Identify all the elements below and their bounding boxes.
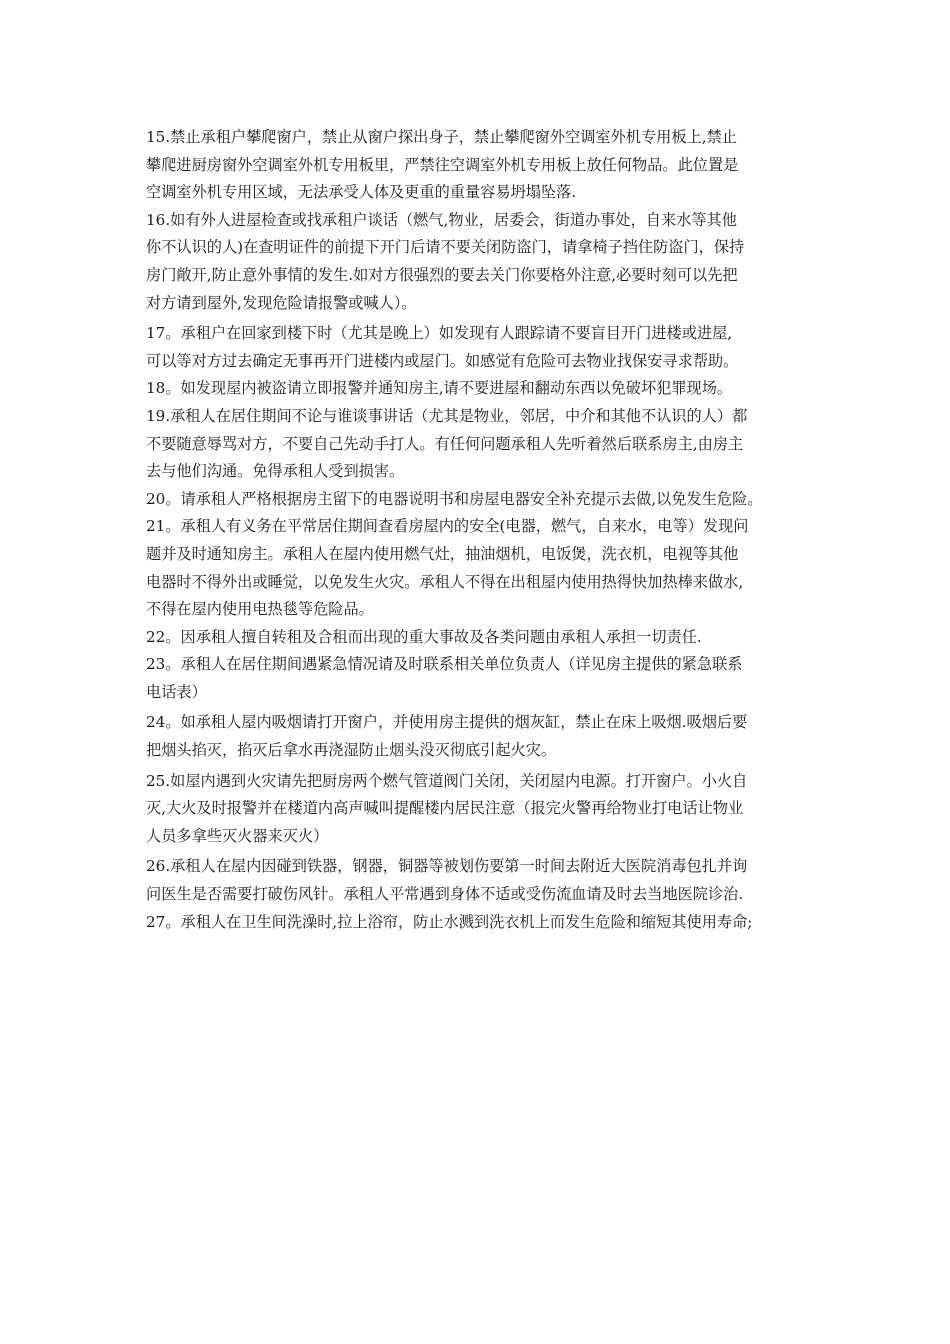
document-body xyxy=(146,124,830,936)
text-line: 25.如屋内遇到火灾请先把厨房两个燃气管道阀门关闭，关闭屋内电源。打开窗户。小火自 xyxy=(146,771,748,790)
text-line: 18。如发现屋内被盗请立即报警并通知房主,请不要进屋和翻动东西以免破坏犯罪现场。 xyxy=(146,379,733,398)
text-line: 22。因承租人擅自转租及合租而出现的重大事故及各类问题由承租人承担一切责任. xyxy=(146,627,702,646)
text-line: 把烟头掐灭，掐灭后拿水再浇湿防止烟头没灭彻底引起火灾。 xyxy=(146,741,557,760)
text-line: 对方请到屋外,发现危险请报警或喊人）。 xyxy=(146,293,417,312)
text-line: 24。如承租人屋内吸烟请打开窗户，并使用房主提供的烟灰缸，禁止在床上吸烟.吸烟后要 xyxy=(146,713,748,732)
text-line: 可以等对方过去确定无事再开门进楼内或屋门。如感觉有危险可去物业找保安寻求帮助。 xyxy=(146,351,739,370)
text-line: 问医生是否需要打破伤风针。承租人平常遇到身体不适或受伤流血请及时去当地医院诊治. xyxy=(146,885,744,904)
text-line: 21。承租人有义务在平常居住期间查看房屋内的安全(电器，燃气，自来水，电等）发现问 xyxy=(146,517,749,536)
text-line: 灭,大火及时报警并在楼道内高声喊叫提醒楼内居民注意（报完火警再给物业打电话让物业 xyxy=(146,799,744,818)
text-line: 15.禁止承租户攀爬窗户，禁止从窗户探出身子，禁止攀爬窗外空调室外机专用板上,禁止 xyxy=(146,128,737,146)
text-line: 26.承租人在屋内因碰到铁器，钢器，铜器等被划伤要第一时间去附近大医院消毒包扎并询 xyxy=(146,857,748,876)
text-line: 空调室外机专用区域，无法承受人体及更重的重量容易坍塌坠落. xyxy=(146,183,577,202)
text-line: 你不认识的人)在查明证件的前提下开门后请不要关闭防盗门，请拿椅子挡住防盗门，保持 xyxy=(146,238,745,257)
text-line: 16.如有外人进屋检查或找承租户谈话（燃气,物业，居委会，街道办事处，自来水等其他 xyxy=(146,210,737,229)
text-line: 27。承租人在卫生间洗澡时,拉上浴帘，防止水溅到洗衣机上而发生危险和缩短其使用寿命; xyxy=(146,912,753,931)
text-line: 人员多拿些灭火器来灭火） xyxy=(146,826,329,845)
text-line: 电话表） xyxy=(146,682,207,701)
text-line: 不要随意辱骂对方，不要自己先动手打人。有任何问题承租人先听着然后联系房主,由房主 xyxy=(146,434,744,453)
text-line: 不得在屋内使用电热毯等危险品。 xyxy=(146,600,374,619)
text-line: 20。请承租人严格根据房主留下的电器说明书和房屋电器安全补充提示去做,以免发生危险。 xyxy=(146,489,763,508)
text-line: 去与他们沟通。免得承租人受到损害。 xyxy=(146,462,405,481)
text-line: 电器时不得外出或睡觉，以免发生火灾。承租人不得在出租屋内使用热得快加热棒来做水, xyxy=(146,572,744,591)
text-line: 题并及时通知房主。承租人在屋内使用燃气灶，抽油烟机，电饭煲，洗衣机，电视等其他 xyxy=(146,544,739,563)
text-line: 23。承租人在居住期间遇紧急情况请及时联系相关单位负责人（详见房主提供的紧急联系 xyxy=(146,655,743,674)
text-line: 19.承租人在居住期间不论与谁谈事讲话（尤其是物业，邻居，中介和其他不认识的人）都 xyxy=(146,406,748,425)
text-line: 17。承租户在回家到楼下时（尤其是晚上）如发现有人跟踪请不要盲目开门进楼或进屋, xyxy=(146,324,733,343)
text-line: 房门敞开,防止意外事情的发生.如对方很强烈的要去关门你要格外注意,必要时刻可以先把 xyxy=(146,265,738,284)
text-line: 攀爬进厨房窗外空调室外机专用板里，严禁往空调室外机专用板上放任何物品。此位置是 xyxy=(146,155,739,174)
